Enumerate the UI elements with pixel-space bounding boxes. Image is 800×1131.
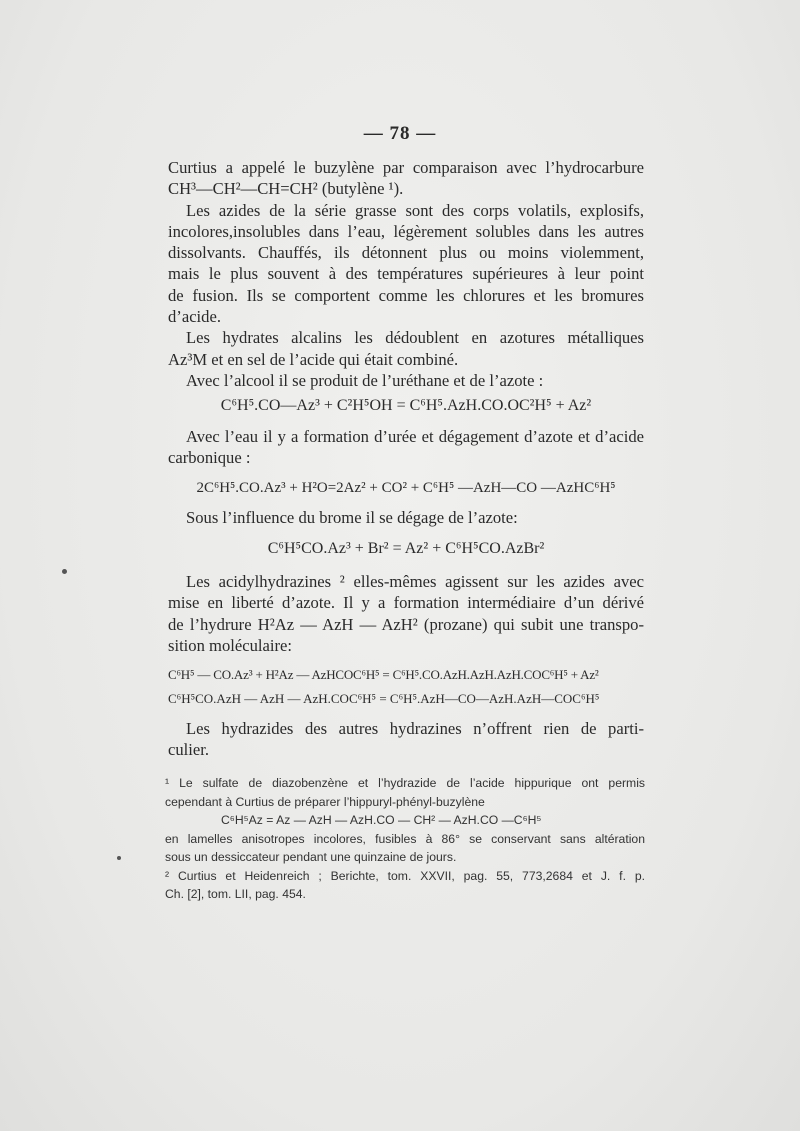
text-line: carbonique : <box>168 448 251 468</box>
text-line: mise en liberté d’azote. Il y a formation intermédiaire d’un dérivé <box>168 593 644 613</box>
equation-urea: 2C⁶H⁵.CO.Az³ + H²O=2Az² + CO² + C⁶H⁵ —AzH—CO —AzHC⁶H⁵ <box>196 480 616 496</box>
text-line: Les hydrates alcalins les dédoublent en azotures métalliques <box>186 328 644 348</box>
footnote-formula: C⁶H⁵Az = Az — AzH — AzH.CO — CH² — AzH.CO —C⁶H⁵ <box>221 813 542 827</box>
text-line: dissolvants. Chauffés, ils détonnent plus ou moins violemment, <box>168 243 644 263</box>
text-line: Avec l’alcool il se produit de l’uréthane et de l’azote : <box>186 370 544 390</box>
text-line: d’acide. <box>168 307 221 327</box>
print-speck <box>117 856 121 860</box>
footnote-line: ² Curtius et Heidenreich ; Berichte, tom. XXVII, pag. 55, 773,2684 et J. f. p. <box>165 868 645 883</box>
equation-transposition-1: C⁶H⁵ — CO.Az³ + H²Az — AzHCOC⁶H⁵ = C⁶H⁵.CO.AzH.AzH.AzH.COC⁶H⁵ + Az² <box>168 667 599 682</box>
footnote-line: sous un dessiccateur pendant une quinzaine de jours. <box>165 850 457 864</box>
text-line: mais le plus souvent à des températures supérieures à leur point <box>168 264 644 284</box>
text-line: Avec l’eau il y a formation d’urée et dégagement d’azote et d’acide <box>186 427 644 446</box>
text-line: sition moléculaire: <box>168 635 292 655</box>
body-text-block-1 <box>168 157 644 391</box>
equation-transposition-2: C⁶H⁵CO.AzH — AzH — AzH.COC⁶H⁵ = C⁶H⁵.AzH—CO—AzH.AzH—COC⁶H⁵ <box>168 691 600 706</box>
footnote-line: Ch. [2], tom. LII, pag. 454. <box>165 887 306 901</box>
footnotes <box>165 774 645 904</box>
text-line: de fusion. Ils se comportent comme les chlorures et les bromures <box>168 285 644 305</box>
text-line: Curtius a appelé le buzylène par comparaison avec l’hydrocarbure <box>168 158 644 177</box>
text-line: Les azides de la série grasse sont des corps volatils, explosifs, <box>186 200 644 220</box>
footnote-line: ¹ Le sulfate de diazobenzène et l’hydrazide de l’acide hippurique ont permis <box>165 776 645 790</box>
body-text-block-4 <box>168 571 644 656</box>
text-line: Les hydrazides des autres hydrazines n’offrent rien de parti- <box>186 719 644 738</box>
footnote-line: cependant à Curtius de préparer l’hippuryl-phényl-buzylène <box>165 794 485 809</box>
text-line: Les acidylhydrazines ² elles-mêmes agissent sur les azides avec <box>186 572 644 591</box>
body-text-block-5 <box>168 718 644 761</box>
text-line: CH³—CH²—CH=CH² (butylène ¹). <box>168 179 404 199</box>
text-line: incolores,insolubles dans l’eau, légèrement solubles dans les autres <box>168 221 644 241</box>
footnote-line: en lamelles anisotropes incolores, fusibles à 86° se conservant sans altération <box>165 831 645 846</box>
equation-urethane: C⁶H⁵.CO—Az³ + C²H⁵OH = C⁶H⁵.AzH.CO.OC²H⁵ + Az² <box>220 397 592 414</box>
text-line: culier. <box>168 740 210 760</box>
page-number: — 78 — <box>363 123 437 144</box>
print-speck <box>62 569 67 574</box>
text-line: de l’hydrure H²Az — AzH — AzH² (prozane) qui subit une transpo- <box>168 614 644 634</box>
text-line: Sous l’influence du brome il se dégage de l’azote: <box>186 508 518 527</box>
text-line: Az³M et en sel de l’acide qui était combiné. <box>168 349 459 369</box>
body-text-block-2 <box>168 426 644 469</box>
equation-bromine: C⁶H⁵CO.Az³ + Br² = Az² + C⁶H⁵CO.AzBr² <box>267 540 545 557</box>
body-text-block-3 <box>168 507 644 528</box>
